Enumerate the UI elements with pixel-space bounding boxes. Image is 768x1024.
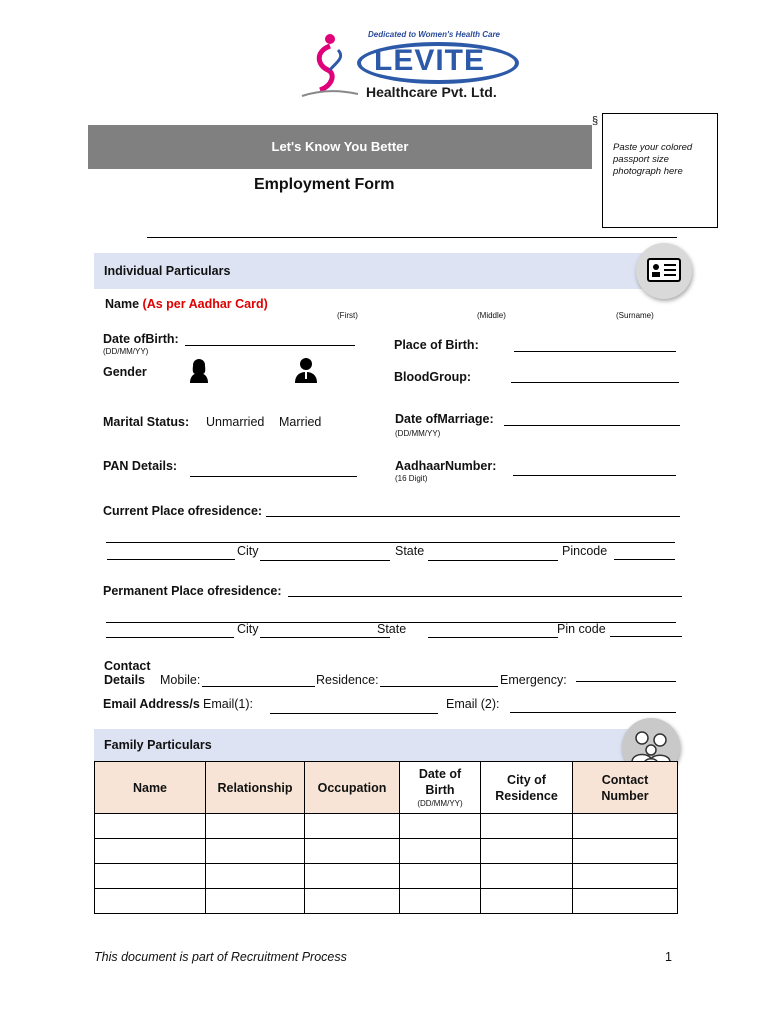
col-header-occupation-label: Occupation: [317, 780, 387, 795]
current-address-field[interactable]: [107, 559, 235, 560]
permanent-city-label: City: [237, 622, 259, 636]
individual-particulars-header: Individual Particulars: [94, 253, 674, 289]
form-title: Employment Form: [254, 176, 395, 193]
email1-field[interactable]: [270, 713, 438, 714]
id-card-badge: [636, 243, 692, 299]
dob-field[interactable]: [185, 345, 355, 346]
residence-phone-label: Residence:: [316, 673, 379, 687]
col-header-dob: [400, 762, 481, 814]
email1-label: Email(1):: [203, 697, 254, 711]
pan-label: PAN Details:: [103, 459, 178, 473]
email2-field[interactable]: [510, 712, 676, 713]
marriage-date-format: (DD/MM/YY): [395, 429, 441, 438]
table-row: [95, 814, 678, 839]
table-row: [95, 864, 678, 889]
table-cell[interactable]: [481, 864, 573, 889]
table-cell[interactable]: [206, 839, 305, 864]
col-header-name-label: Name: [132, 780, 168, 795]
marriage-date-label: Date ofMarriage:: [395, 412, 494, 426]
family-table-header-row: [95, 762, 678, 814]
col-header-occupation: [305, 762, 400, 814]
table-cell[interactable]: [400, 839, 481, 864]
current-pincode-label: Pincode: [562, 544, 608, 558]
logo-figure-icon: [300, 32, 358, 98]
name-surname-hint: (Surname): [616, 311, 654, 320]
family-table: [94, 761, 678, 914]
name-note: (As per Aadhar Card): [142, 297, 268, 311]
table-cell[interactable]: [206, 864, 305, 889]
dob-label: Date ofBirth:: [103, 332, 179, 346]
permanent-city-field[interactable]: [260, 637, 390, 638]
email2-label: Email (2):: [446, 697, 500, 711]
table-cell[interactable]: [95, 889, 206, 914]
pob-field[interactable]: [514, 351, 676, 352]
banner: Let's Know You Better: [88, 125, 592, 169]
pan-field[interactable]: [190, 476, 357, 477]
table-cell[interactable]: [95, 839, 206, 864]
col-header-city-label: City of Residence: [495, 772, 558, 803]
col-header-contact: [573, 762, 678, 814]
residence-phone-field[interactable]: [380, 686, 498, 687]
col-header-relationship-label: Relationship: [217, 780, 293, 795]
col-header-dob-sub: (DD/MM/YY): [417, 798, 463, 808]
current-city-label: City: [237, 544, 259, 558]
table-cell[interactable]: [400, 864, 481, 889]
table-cell[interactable]: [206, 889, 305, 914]
table-cell[interactable]: [573, 864, 678, 889]
permanent-pincode-label: Pin code: [557, 622, 606, 636]
dob-format: (DD/MM/YY): [103, 347, 149, 356]
table-cell[interactable]: [305, 889, 400, 914]
table-cell[interactable]: [400, 889, 481, 914]
col-header-dob-label: Date of Birth: [418, 766, 462, 797]
pob-label: Place of Birth:: [394, 338, 479, 352]
id-card-icon: [636, 243, 692, 299]
aadhaar-field[interactable]: [513, 475, 676, 476]
aadhaar-label: AadhaarNumber:: [395, 459, 497, 473]
name-first-hint: (First): [337, 311, 358, 320]
marriage-date-field[interactable]: [504, 425, 680, 426]
emergency-label: Emergency:: [500, 673, 567, 687]
table-cell[interactable]: [573, 889, 678, 914]
marital-option-unmarried[interactable]: Unmarried: [206, 415, 265, 429]
footer-note: This document is part of Recruitment Process: [94, 950, 347, 964]
mobile-field[interactable]: [202, 686, 315, 687]
permanent-pincode-field[interactable]: [610, 636, 682, 637]
col-header-name: [95, 762, 206, 814]
photo-box[interactable]: Paste your colored passport size photograph here: [602, 113, 718, 228]
current-city-field[interactable]: [260, 560, 390, 561]
current-residence-line-1[interactable]: [266, 516, 680, 517]
permanent-state-label: State: [377, 622, 407, 636]
contact-label-line-2: Details: [104, 673, 145, 687]
logo-subtitle: Healthcare Pvt. Ltd.: [366, 84, 497, 100]
col-header-contact-label: Contact Number: [601, 772, 649, 803]
permanent-state-field[interactable]: [428, 637, 558, 638]
table-cell[interactable]: [305, 814, 400, 839]
table-cell[interactable]: [95, 864, 206, 889]
blood-group-field[interactable]: [511, 382, 679, 383]
female-icon[interactable]: [188, 357, 210, 383]
table-cell[interactable]: [573, 839, 678, 864]
table-cell[interactable]: [206, 814, 305, 839]
aadhaar-note: (16 Digit): [395, 474, 428, 483]
table-row: [95, 839, 678, 864]
table-cell[interactable]: [573, 814, 678, 839]
col-header-relationship: [206, 762, 305, 814]
current-state-field[interactable]: [428, 560, 558, 561]
current-residence-line-2[interactable]: [106, 542, 675, 543]
title-underline: [147, 237, 677, 238]
email-label: Email Address/s: [103, 697, 200, 711]
permanent-residence-label: Permanent Place ofresidence:: [103, 584, 282, 598]
emergency-field[interactable]: [576, 681, 676, 682]
name-label-text: Name: [105, 297, 140, 311]
current-state-label: State: [395, 544, 425, 558]
table-row: [95, 889, 678, 914]
current-pincode-field[interactable]: [614, 559, 675, 560]
logo-tagline: Dedicated to Women's Health Care: [368, 30, 501, 39]
blood-group-label: BloodGroup:: [394, 370, 472, 384]
table-cell[interactable]: [481, 814, 573, 839]
current-residence-label: Current Place ofresidence:: [103, 504, 263, 518]
family-particulars-header: Family Particulars: [94, 729, 674, 761]
contact-label-line-1: Contact: [104, 659, 151, 673]
marital-option-married[interactable]: Married: [279, 415, 322, 429]
section-mark: §: [592, 115, 599, 127]
table-cell[interactable]: [95, 814, 206, 839]
name-middle-hint: (Middle): [477, 311, 506, 320]
table-cell[interactable]: [400, 814, 481, 839]
table-cell[interactable]: [305, 864, 400, 889]
male-icon[interactable]: [294, 357, 318, 383]
col-header-city: [481, 762, 573, 814]
permanent-address-field[interactable]: [106, 637, 234, 638]
permanent-residence-line-1[interactable]: [288, 596, 682, 597]
company-logo: [300, 28, 530, 102]
name-label: [105, 297, 268, 311]
page-number: 1: [665, 950, 672, 964]
table-cell[interactable]: [305, 839, 400, 864]
mobile-label: Mobile:: [160, 673, 201, 687]
table-cell[interactable]: [481, 889, 573, 914]
marital-status-label: Marital Status:: [103, 415, 190, 429]
table-cell[interactable]: [481, 839, 573, 864]
gender-label: Gender: [103, 365, 147, 379]
logo-brand: LEVITE: [374, 44, 486, 77]
